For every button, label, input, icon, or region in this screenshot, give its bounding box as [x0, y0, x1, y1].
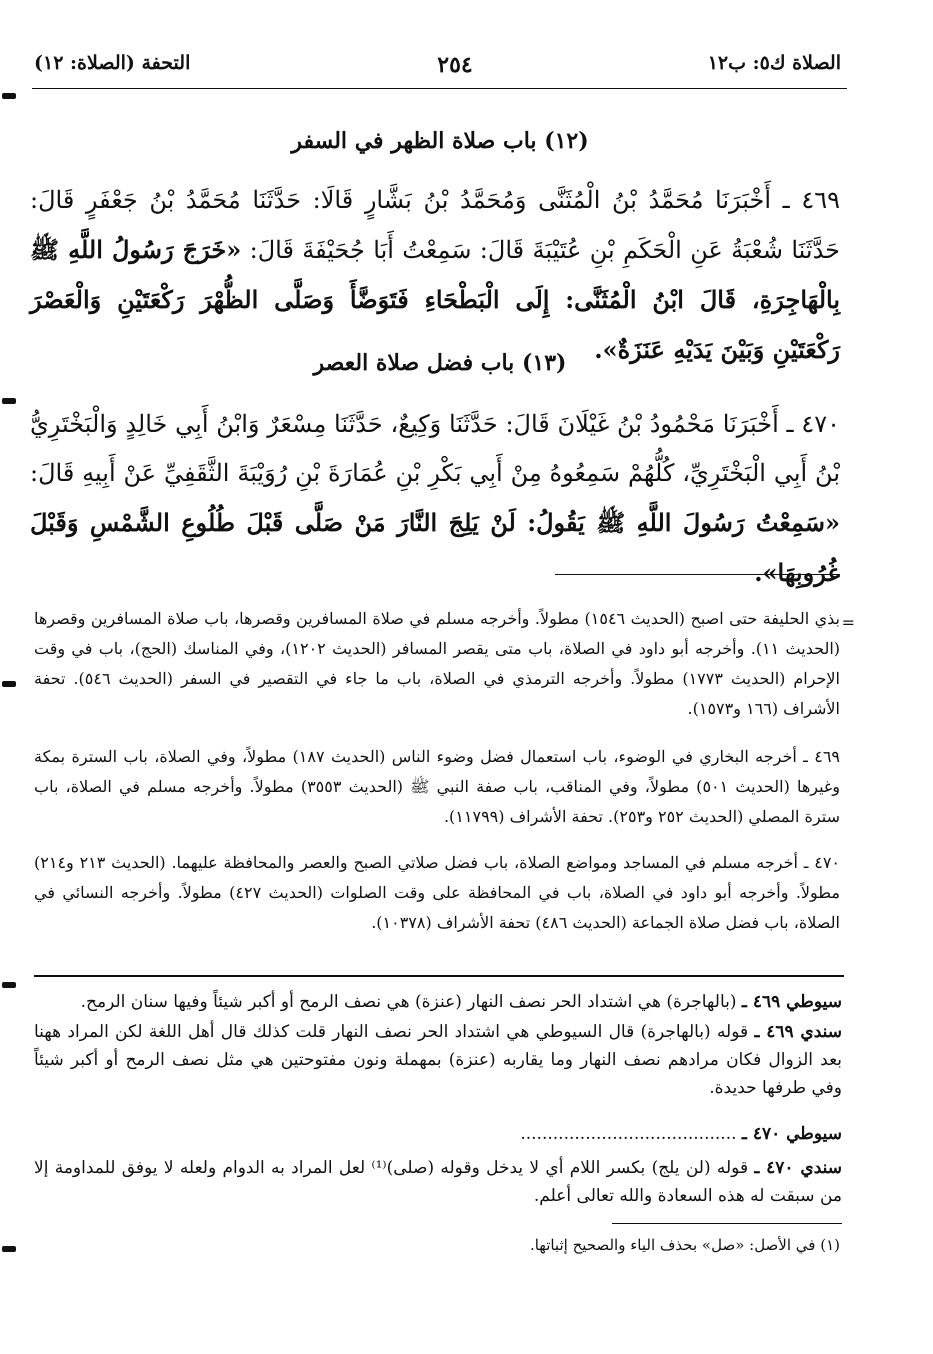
gloss-sindi-469 — [34, 1018, 842, 1102]
page-number: ٢٥٤ — [437, 52, 473, 78]
glosses-separator — [34, 975, 844, 977]
hadith-469 — [30, 176, 840, 375]
running-header-left: التحفة (الصلاة: ١٢) — [34, 52, 191, 74]
gloss-dots: ........................................ — [520, 1124, 737, 1144]
gloss-suyuti-469 — [34, 988, 842, 1016]
margin-mark — [2, 681, 16, 687]
gloss-label: سيوطي ٤٧٠ ـ — [741, 1124, 842, 1144]
gloss-suyuti-470 — [34, 1120, 842, 1148]
footnote-separator — [612, 1223, 842, 1224]
gloss-label: سيوطي ٤٦٩ ـ — [741, 992, 842, 1012]
margin-mark — [2, 982, 16, 988]
hadith-number: ٤٧٠ ـ — [786, 410, 840, 438]
continuation-mark: = — [841, 613, 855, 632]
note-470: ٤٧٠ ـ أخرجه مسلم في المساجد ومواضع الصلاة، باب فضل صلاتي الصبح والعصر والمحافظة عليهما. (الحديث ٢١٣ و٢١٤) مطولاً. وأخرجه أبو داود في الصلاة، باب في المحافظة على وقت الصلوات (الحديث ٤٢٧) مطولاً. وأخرجه النسائي في الصلاة، باب فضل صلاة الجماعة (الحديث ٤٨٦) تحفة الأشراف (١٠٣٧٨). — [34, 853, 840, 932]
gloss-text: قوله (بالهاجرة) قال السيوطي هي اشتداد الحر نصف النهار قلت كذلك قال أهل اللغة لكن المراد ههنا بعد الزوال فكان مرادهم نصف النهار وما يقاربه (عنزة) بمهملة ونون مفتوحتين هي مثل نصف الرمح أو أكبر شيئاً وفي طرفها حديدة. — [34, 1022, 842, 1098]
hadith-470 — [30, 400, 840, 598]
hadith-matn: «سَمِعْتُ رَسُولَ اللَّهِ ﷺ يَقُولُ: لَنْ يَلِجَ النَّارَ مَنْ صَلَّى قَبْلَ طُلُوعِ الشَّمْسِ وَقَبْلَ غُرُوبِهَا». — [30, 508, 840, 587]
hadith-matn: «خَرَجَ رَسُولُ اللَّهِ ﷺ بِالْهَاجِرَةِ، قَالَ ابْنُ الْمُثَنَّى: إِلَى الْبَطْحَاءِ فَتَوَضَّأَ وَصَلَّى الظُّهْرَ رَكْعَتَيْنِ وَالْعَصْرَ رَكْعَتَيْنِ وَبَيْنَ يَدَيْهِ عَنَزَةٌ». — [30, 235, 840, 364]
gloss-text: (بالهاجرة) هي اشتداد الحر نصف النهار (عنزة) هي نصف الرمح أو أكبر شيئاً وفيها سنان الرمح. — [80, 992, 737, 1012]
gloss-text: قوله (لن يلج) بكسر اللام أي لا يدخل وقوله (صلى)⁽¹⁾ لعل المراد به الدوام ولعله لا يوفق للمداومة إلا من سبقت له هذه السعادة والله تعالى أعلم. — [34, 1158, 842, 1206]
gloss-sindi-470 — [34, 1154, 842, 1210]
note-469: ٤٦٩ ـ أخرجه البخاري في الوضوء، باب استعمال فضل وضوء الناس (الحديث ١٨٧) مطولاً، وفي الصلاة، باب السترة بمكة وغيرها (الحديث ٥٠١) مطولاً، وفي المناقب، باب صفة النبي ﷺ (الحديث ٣٥٥٣) مطولاً. وأخرجه مسلم في الصلاة، باب سترة المصلي (الحديث ٢٥٢ و٢٥٣). تحفة الأشراف (١١٧٩٩). — [34, 747, 841, 826]
running-header-right: الصلاة ك٥: ب١٢ — [707, 52, 841, 74]
margin-mark — [2, 93, 16, 99]
note-continued: بذي الحليفة حتى اصبح (الحديث ١٥٤٦) مطولاً. وأخرجه مسلم في صلاة المسافرين وقصرها، باب صلاة المسافرين وقصرها (الحديث ١١). وأخرجه أبو داود في الصلاة، باب متى يقصر المسافر (الحديث ١٢٠٢)، وفي المناسك (الحج)، باب في وقت الإحرام (الحديث ١٧٧٣) مطولاً. وأخرجه الترمذي في الصلاة، باب ما جاء في التقصير في السفر (الحديث ٥٤٦). تحفة الأشراف (١٦٦ و١٥٧٣). — [34, 609, 841, 718]
margin-mark — [2, 1246, 16, 1252]
gloss-label: سندي ٤٦٩ ـ — [754, 1022, 843, 1042]
chapter-heading-13: (١٣) باب فضل صلاة العصر — [313, 350, 567, 376]
gloss-label: سندي ٤٧٠ ـ — [754, 1158, 842, 1178]
hadith-isnad: أَخْبَرَنَا مَحْمُودُ بْنُ غَيْلَانَ قَالَ: حَدَّثَنَا وَكِيعٌ، حَدَّثَنَا مِسْعَرٌ وَابْنُ أَبِي خَالِدٍ وَالْبَخْتَرِيُّ بْنُ أَبِي الْبَخْتَرِيِّ، كُلُّهُمْ سَمِعُوهُ مِنْ أَبِي بَكْرِ بْنِ عُمَارَةَ بْنِ رُوَيْبَةَ الثَّقَفِيِّ عَنْ أَبِيهِ قَالَ: — [30, 410, 840, 487]
hadith-isnad: أَخْبَرَنَا مُحَمَّدُ بْنُ الْمُثَنَّى وَمُحَمَّدُ بْنُ بَشَّارٍ قَالَا: حَدَّثَنَا مُحَمَّدُ بْنُ جَعْفَرٍ قَالَ: حَدَّثَنَا شُعْبَةُ عَنِ الْحَكَمِ بْنِ عُتَيْبَةَ قَالَ: سَمِعْتُ أَبَا جُحَيْفَةَ قَالَ: — [30, 186, 840, 264]
notes-separator — [555, 574, 840, 575]
footnote: (١) في الأصل: «صل» بحذف الياء والصحيح إثباتها. — [529, 1236, 840, 1254]
hadith-number: ٤٦٩ ـ — [782, 186, 840, 214]
margin-mark — [2, 398, 16, 404]
chapter-heading-12: (١٢) باب صلاة الظهر في السفر — [291, 128, 589, 154]
header-rule — [32, 88, 847, 89]
